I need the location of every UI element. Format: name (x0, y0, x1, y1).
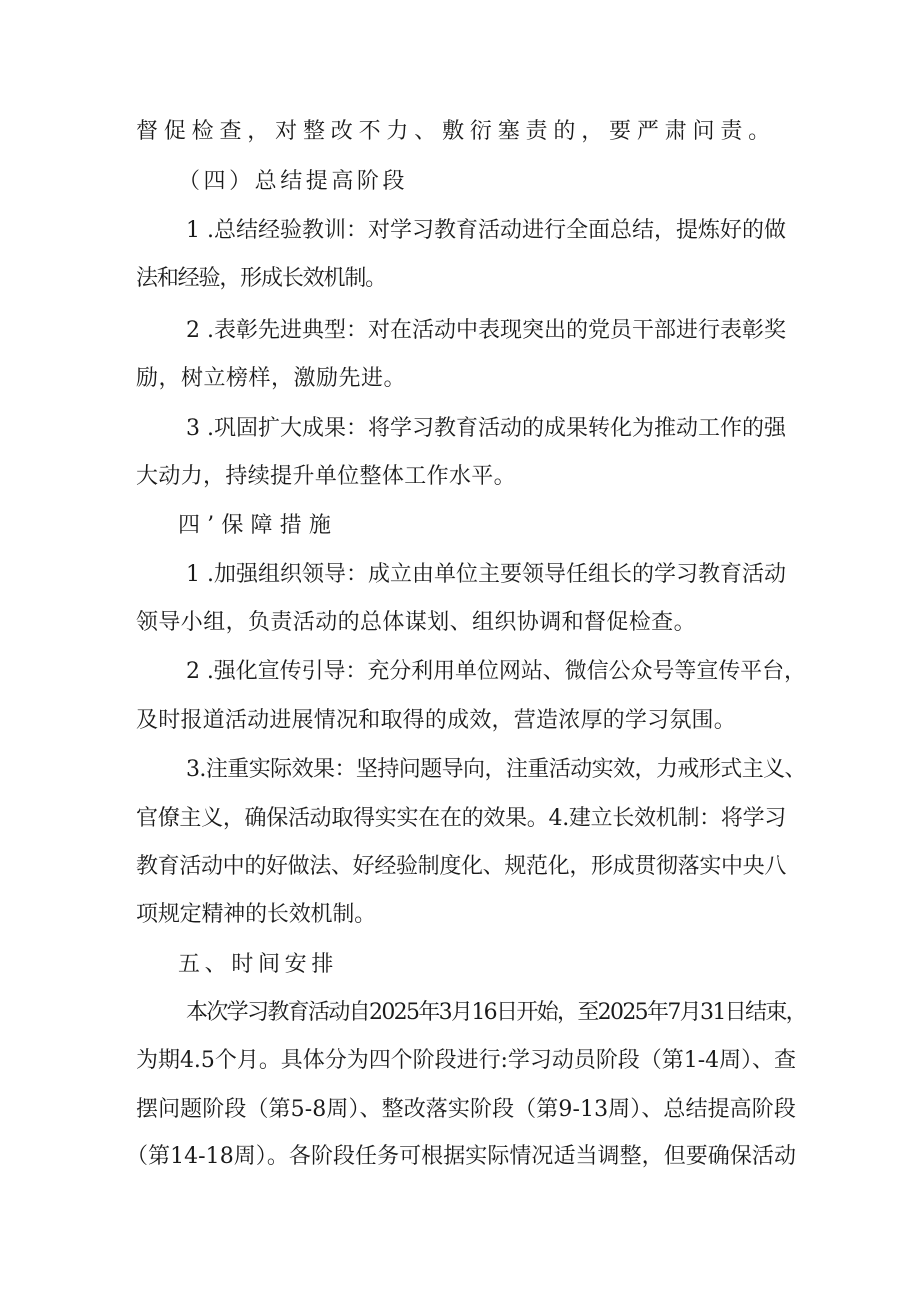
text-line: 大动力，持续提升单位整体工作水平。 (136, 464, 516, 489)
text-line: 摆问题阶段（第5-8周）、整改落实阶段（第9-13周）、总结提高阶段 (136, 1097, 796, 1122)
text-line: 为期4.5个月。具体分为四个阶段进行:学习动员阶段（第1-4周）、查 (136, 1048, 796, 1073)
text-line: 1 .加强组织领导：成立由单位主要领导任组长的学习教育活动 (186, 562, 786, 587)
text-line: 官僚主义，确保活动取得实实在在的效果。4.建立长效机制：将学习 (136, 806, 786, 831)
text-line: 本次学习教育活动自2025年3月16日开始，至2025年7月31日结束， (186, 1000, 806, 1025)
text-line: 督促检查，对整改不力、敷衍塞责的，要严肃问责。 (136, 119, 776, 144)
text-line: 3 .巩固扩大成果：将学习教育活动的成果转化为推动工作的强 (186, 416, 786, 441)
text-line: 3.注重实际效果：坚持问题导向，注重活动实效，力戒形式主义、 (186, 757, 806, 782)
text-line: 及时报道活动进展情况和取得的成效，营造浓厚的学习氛围。 (136, 708, 736, 733)
text-line: 领导小组，负责活动的总体谋划、组织协调和督促检查。 (136, 610, 696, 635)
section-heading: 五、时间安排 (178, 952, 338, 977)
text-line: 1 .总结经验教训：对学习教育活动进行全面总结，提炼好的做 (186, 218, 786, 243)
text-line: 教育活动中的好做法、好经验制度化、规范化，形成贯彻落实中央八 (136, 854, 786, 879)
text-line: 励，树立榜样，激励先进。 (136, 366, 406, 391)
text-line: 2 .强化宣传引导：充分利用单位网站、微信公众号等宣传平台， (186, 659, 806, 684)
text-line: （第14-18周）。各阶段任务可根据实际情况适当调整，但要确保活动 (126, 1144, 796, 1169)
text-line: 项规定精神的长效机制。 (136, 902, 376, 927)
section-heading: （四）总结提高阶段 (178, 169, 408, 194)
text-line: 2 .表彰先进典型：对在活动中表现突出的党员干部进行表彰奖 (186, 318, 786, 343)
text-line: 法和经验，形成长效机制。 (136, 266, 386, 291)
section-heading: 四’保障措施 (178, 513, 338, 538)
